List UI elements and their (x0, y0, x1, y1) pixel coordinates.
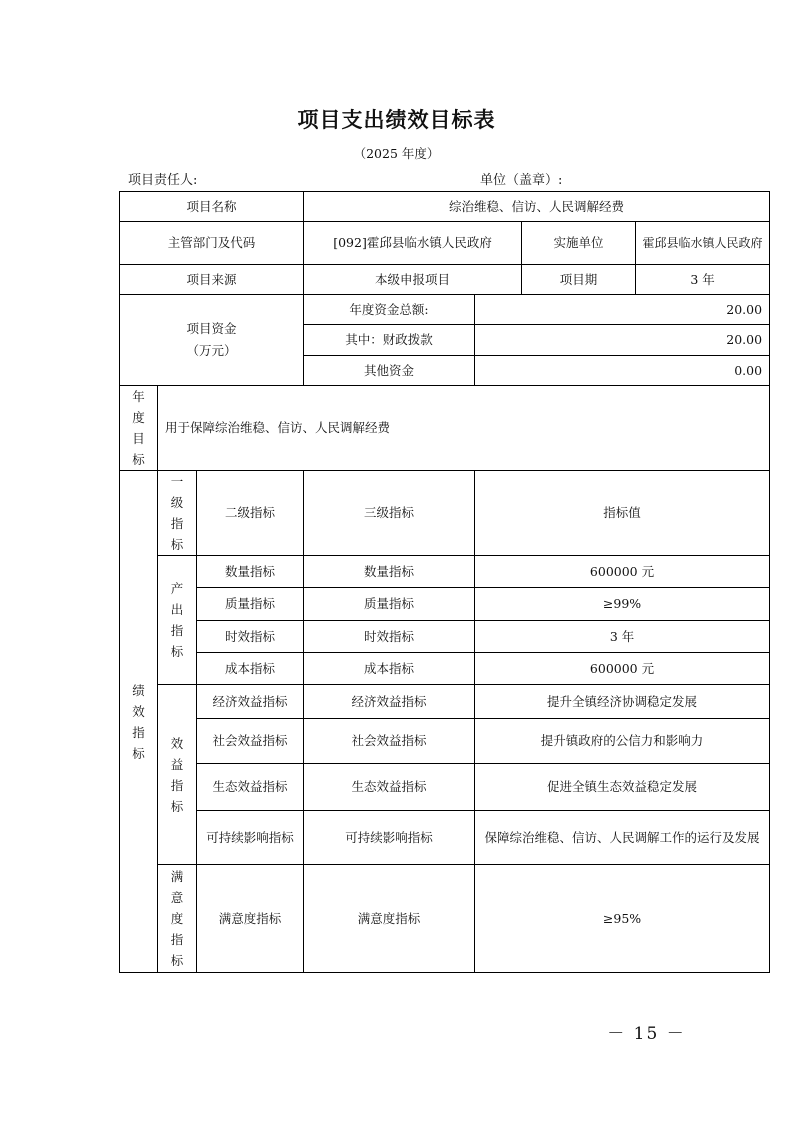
performance-target-table (119, 191, 770, 973)
indicator-value-cell: 3 年 (475, 621, 770, 653)
fiscal-allocation-label: 其中：财政拨款 (304, 325, 475, 356)
level2-cell: 质量指标 (197, 588, 304, 621)
project-name-value: 综治维稳、信访、人民调解经费 (304, 192, 770, 222)
other-funds-value: 0.00 (475, 356, 770, 386)
implementing-unit-value: 霍邱县临水镇人民政府 (636, 222, 770, 265)
document-title: 项目支出绩效目标表 (297, 107, 496, 132)
table-row (120, 811, 770, 865)
annual-goal-label: 年度目标 (120, 386, 158, 471)
annual-total-label: 年度资金总额: (304, 295, 475, 325)
indicator-value-cell: 提升镇政府的公信力和影响力 (475, 719, 770, 764)
indicator-value-cell: ≥99% (475, 588, 770, 621)
project-source-label: 项目来源 (120, 265, 304, 295)
level3-cell: 数量指标 (304, 556, 475, 588)
table-row-annual-goal (120, 386, 770, 471)
project-owner-label: 项目责任人: (128, 173, 198, 188)
level3-cell: 经济效益指标 (304, 685, 475, 719)
level3-cell: 成本指标 (304, 653, 475, 685)
project-funds-label: 项目资金（万元） (120, 295, 304, 386)
table-row (120, 621, 770, 653)
table-row (120, 764, 770, 811)
project-period-label: 项目期 (522, 265, 636, 295)
indicator-value-cell: 600000 元 (475, 556, 770, 588)
indicator-value-cell: 促进全镇生态效益稳定发展 (475, 764, 770, 811)
header-level1: 一级指标 (158, 471, 197, 556)
table-row (120, 653, 770, 685)
annual-goal-value: 用于保障综治维稳、信访、人民调解经费 (158, 386, 770, 471)
level2-cell: 经济效益指标 (197, 685, 304, 719)
department-value: [092]霍邱县临水镇人民政府 (304, 222, 522, 265)
level2-cell: 可持续影响指标 (197, 811, 304, 865)
implementing-unit-label: 实施单位 (522, 222, 636, 265)
indicator-value-cell: 600000 元 (475, 653, 770, 685)
benefit-indicator-label: 效益指标 (158, 685, 197, 865)
level2-cell: 社会效益指标 (197, 719, 304, 764)
other-funds-label: 其他资金 (304, 356, 475, 386)
page-number: － 15 － (607, 1024, 686, 1044)
document-year: （2025 年度） (353, 146, 440, 161)
table-row (120, 556, 770, 588)
level2-cell: 满意度指标 (197, 865, 304, 973)
header-level2: 二级指标 (197, 471, 304, 556)
indicator-value-cell: 保障综治维稳、信访、人民调解工作的运行及发展 (475, 811, 770, 865)
level3-cell: 可持续影响指标 (304, 811, 475, 865)
level3-cell: 质量指标 (304, 588, 475, 621)
level3-cell: 社会效益指标 (304, 719, 475, 764)
project-source-value: 本级申报项目 (304, 265, 522, 295)
performance-indicator-label: 绩效指标 (120, 471, 158, 973)
department-label: 主管部门及代码 (120, 222, 304, 265)
table-row (120, 865, 770, 973)
level3-cell: 满意度指标 (304, 865, 475, 973)
level3-cell: 时效指标 (304, 621, 475, 653)
indicator-header-row (120, 471, 770, 556)
level2-cell: 时效指标 (197, 621, 304, 653)
project-period-value: 3 年 (636, 265, 770, 295)
indicator-value-cell: 提升全镇经济协调稳定发展 (475, 685, 770, 719)
table-row-source (120, 265, 770, 295)
satisfaction-indicator-label: 满意度指标 (158, 865, 197, 973)
level2-cell: 数量指标 (197, 556, 304, 588)
level3-cell: 生态效益指标 (304, 764, 475, 811)
annual-total-value: 20.00 (475, 295, 770, 325)
header-level3: 三级指标 (304, 471, 475, 556)
indicator-value-cell: ≥95% (475, 865, 770, 973)
unit-seal-label: 单位（盖章）: (480, 173, 563, 188)
table-row (120, 685, 770, 719)
table-row-department (120, 222, 770, 265)
table-row-project-name (120, 192, 770, 222)
fiscal-allocation-value: 20.00 (475, 325, 770, 356)
output-indicator-label: 产出指标 (158, 556, 197, 685)
table-row (120, 588, 770, 621)
level2-cell: 成本指标 (197, 653, 304, 685)
table-row-funds-total (120, 295, 770, 325)
level2-cell: 生态效益指标 (197, 764, 304, 811)
project-name-label: 项目名称 (120, 192, 304, 222)
table-row (120, 719, 770, 764)
header-value: 指标值 (475, 471, 770, 556)
